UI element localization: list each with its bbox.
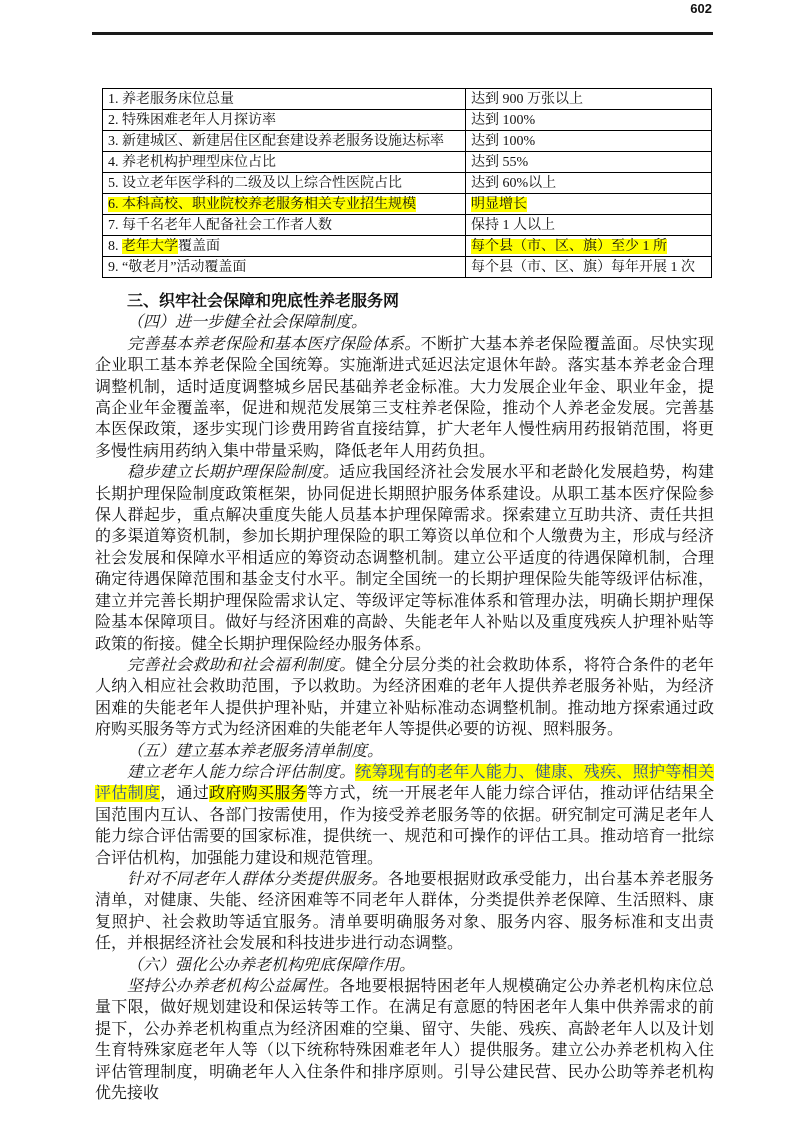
paragraph-body: 不断扩大基本养老保险覆盖面。尽快实现企业职工基本养老保险全国统筹。实施渐进式延迟法定退休年龄。落实基本养老金合理调整机制，适时适度调整城乡居民基础养老金标准。大力发展企业年金、职业年金，提高企业年金覆盖率，促进和规范发展第三支柱养老保险，推动个人养老金发展。完善基本医保政策，逐步实现门诊费用跨省直接结算，扩大老年人慢性病用药报销范围，将更多慢性病用药纳入集中带量采购，降低老年人用药负担。 bbox=[95, 335, 714, 460]
page-number: 602 bbox=[690, 1, 712, 16]
indicator-text: 1. 养老服务床位总量 bbox=[108, 91, 234, 107]
table-row bbox=[103, 131, 712, 152]
indicator-cell bbox=[103, 215, 466, 236]
paragraph-body: 各地要根据特困老年人规模确定公办养老机构床位总量下限，做好规划建设和保运转等工作。在满足有意愿的特困老年人集中供养需求的前提下，公办养老机构重点为经济困难的空巢、留守、失能、残疾、高龄老年人以及计划生育特殊家庭老年人等（以下统称特殊困难老年人）提供服务。建立公办养老机构入住评估管理制度，明确老年人入住条件和排序原则。引导公建民营、民办公助等养老机构优先接收 bbox=[95, 978, 714, 1103]
target-cell bbox=[466, 131, 712, 152]
target-text-highlighted: 明显增长 bbox=[471, 196, 527, 212]
paragraph-body: 各地要根据财政承受能力，出台基本养老服务清单，对健康、失能、经济困难等不同老年人群体，分类提供养老保障、生活照料、康复照护、社会救助等适宜服务。清单要明确服务对象、服务内容、服务标准和支出责任，并根据经济社会发展和科技进步进行动态调整。 bbox=[95, 870, 714, 953]
table-row bbox=[103, 110, 712, 131]
target-text: 达到 60%以上 bbox=[471, 175, 557, 191]
indicator-text: 3. 新建城区、新建居住区配套建设养老服务设施达标率 bbox=[108, 133, 444, 149]
indicator-text: 8. bbox=[108, 238, 122, 254]
indicator-cell bbox=[103, 110, 466, 131]
subsection-heading-4: （四）进一步健全社会保障制度。 bbox=[127, 314, 368, 332]
paragraph-lead: 完善基本养老保险和基本医疗保险体系。 bbox=[127, 335, 421, 353]
subsection-heading-6: （六）强化公办养老机构兜底保障作用。 bbox=[127, 956, 416, 974]
target-text: 达到 100% bbox=[471, 133, 536, 149]
paragraph-lead: 稳步建立长期护理保险制度。 bbox=[127, 464, 340, 482]
target-cell bbox=[466, 194, 712, 215]
indicator-text-highlighted: 老年大学 bbox=[122, 238, 178, 254]
highlighted-text: 政府购买服务 bbox=[209, 785, 307, 803]
indicator-cell bbox=[103, 131, 466, 152]
indicator-text: 覆盖面 bbox=[178, 238, 220, 254]
subsection-heading-5: （五）建立基本养老服务清单制度。 bbox=[127, 742, 384, 760]
target-cell bbox=[466, 152, 712, 173]
table-row-highlighted bbox=[103, 236, 712, 257]
indicator-text: 5. 设立老年医学科的二级及以上综合性医院占比 bbox=[108, 175, 402, 191]
paragraph-body: ，通过 bbox=[160, 785, 210, 803]
target-cell bbox=[466, 89, 712, 110]
target-cell bbox=[466, 173, 712, 194]
target-cell bbox=[466, 215, 712, 236]
paragraph-body: 健全分层分类的社会救助体系，将符合条件的老年人纳入相应社会救助范围，予以救助。为经济困难的老年人提供养老服务补贴，为经济困难的失能老年人提供护理补贴，并建立补贴标准动态调整机制。推动地方探索通过政府购买服务等方式为经济困难的失能老年人等提供必要的访视、照料服务。 bbox=[95, 656, 714, 739]
indicator-text: 4. 养老机构护理型床位占比 bbox=[108, 154, 276, 170]
paragraph-pension bbox=[95, 334, 714, 462]
paragraph-capability-assessment bbox=[95, 762, 714, 869]
target-text: 达到 100% bbox=[471, 112, 536, 128]
page-content bbox=[95, 88, 714, 1104]
indicator-cell bbox=[103, 89, 466, 110]
header-rule bbox=[92, 32, 713, 35]
indicator-text-highlighted: 6. 本科高校、职业院校养老服务相关专业招生规模 bbox=[108, 196, 416, 212]
target-cell bbox=[466, 257, 712, 278]
indicator-text: 7. 每千名老年人配备社会工作者人数 bbox=[108, 217, 332, 233]
table-row-highlighted bbox=[103, 194, 712, 215]
paragraph-lead: 完善社会救助和社会福利制度。 bbox=[127, 656, 356, 674]
target-cell bbox=[466, 110, 712, 131]
paragraph-lead: 建立老年人能力综合评估制度。 bbox=[127, 763, 356, 781]
indicator-cell bbox=[103, 257, 466, 278]
highlighted-text-blue: 统筹现有的老年人能力、健康、残疾、照护等相关评估制度 bbox=[95, 763, 714, 803]
table-row bbox=[103, 257, 712, 278]
paragraph-longterm-care-insurance bbox=[95, 462, 714, 655]
paragraph-public-institutions bbox=[95, 976, 714, 1104]
target-text-highlighted: 每个县（市、区、旗）至少 1 所 bbox=[471, 238, 667, 254]
indicator-text: 9. “敬老月”活动覆盖面 bbox=[108, 259, 247, 275]
paragraph-lead: 坚持公办养老机构公益属性。 bbox=[127, 978, 340, 995]
paragraph-social-assistance bbox=[95, 655, 714, 741]
section-heading: 三、织牢社会保障和兜底性养老服务网 bbox=[127, 293, 400, 310]
paragraph-lead: 针对不同老年人群体分类提供服务。 bbox=[127, 870, 389, 888]
indicator-table bbox=[102, 88, 712, 278]
target-text: 达到 900 万张以上 bbox=[471, 91, 583, 107]
table-row bbox=[103, 89, 712, 110]
indicator-cell bbox=[103, 152, 466, 173]
target-cell bbox=[466, 236, 712, 257]
target-text: 每个县（市、区、旗）每年开展 1 次 bbox=[471, 259, 695, 275]
table-row bbox=[103, 215, 712, 236]
paragraph-body: 适应我国经济社会发展水平和老龄化发展趋势，构建长期护理保险制度政策框架，协同促进长期照护服务体系建设。从职工基本医疗保险参保人群起步，重点解决重度失能人员基本护理保障需求。探索建立互助共济、责任共担的多渠道筹资机制，参加长期护理保险的职工筹资以单位和个人缴费为主，形成与经济社会发展和保障水平相适应的筹资动态调整机制。建立公平适度的待遇保障机制，合理确定待遇保障范围和基金支付水平。制定全国统一的长期护理保险失能等级评估标准，建立并完善长期护理保险需求认定、等级评定等标准体系和管理办法，明确长期护理保险基本保障项目。做好与经济困难的高龄、失能老年人补贴以及重度残疾人护理补贴等政策的衔接。健全长期护理保险经办服务体系。 bbox=[95, 464, 714, 653]
indicator-cell bbox=[103, 173, 466, 194]
indicator-cell bbox=[103, 236, 466, 257]
document-body bbox=[95, 291, 714, 1104]
table-row bbox=[103, 173, 712, 194]
table-row bbox=[103, 152, 712, 173]
indicator-text: 2. 特殊困难老年人月探访率 bbox=[108, 112, 276, 128]
indicator-cell bbox=[103, 194, 466, 215]
target-text: 保持 1 人以上 bbox=[471, 217, 555, 233]
paragraph-classified-services bbox=[95, 869, 714, 955]
paragraph-body: 等方式，统一开展老年人能力综合评估，推动评估结果全国范围内互认、各部门按需使用，作为接受养老服务等的依据。研究制定可满足老年人能力综合评估需要的国家标准，提供统一、规范和可操作的评估工具。推动培育一批综合评估机构，加强能力建设和规范管理。 bbox=[95, 785, 714, 867]
target-text: 达到 55% bbox=[471, 154, 529, 170]
